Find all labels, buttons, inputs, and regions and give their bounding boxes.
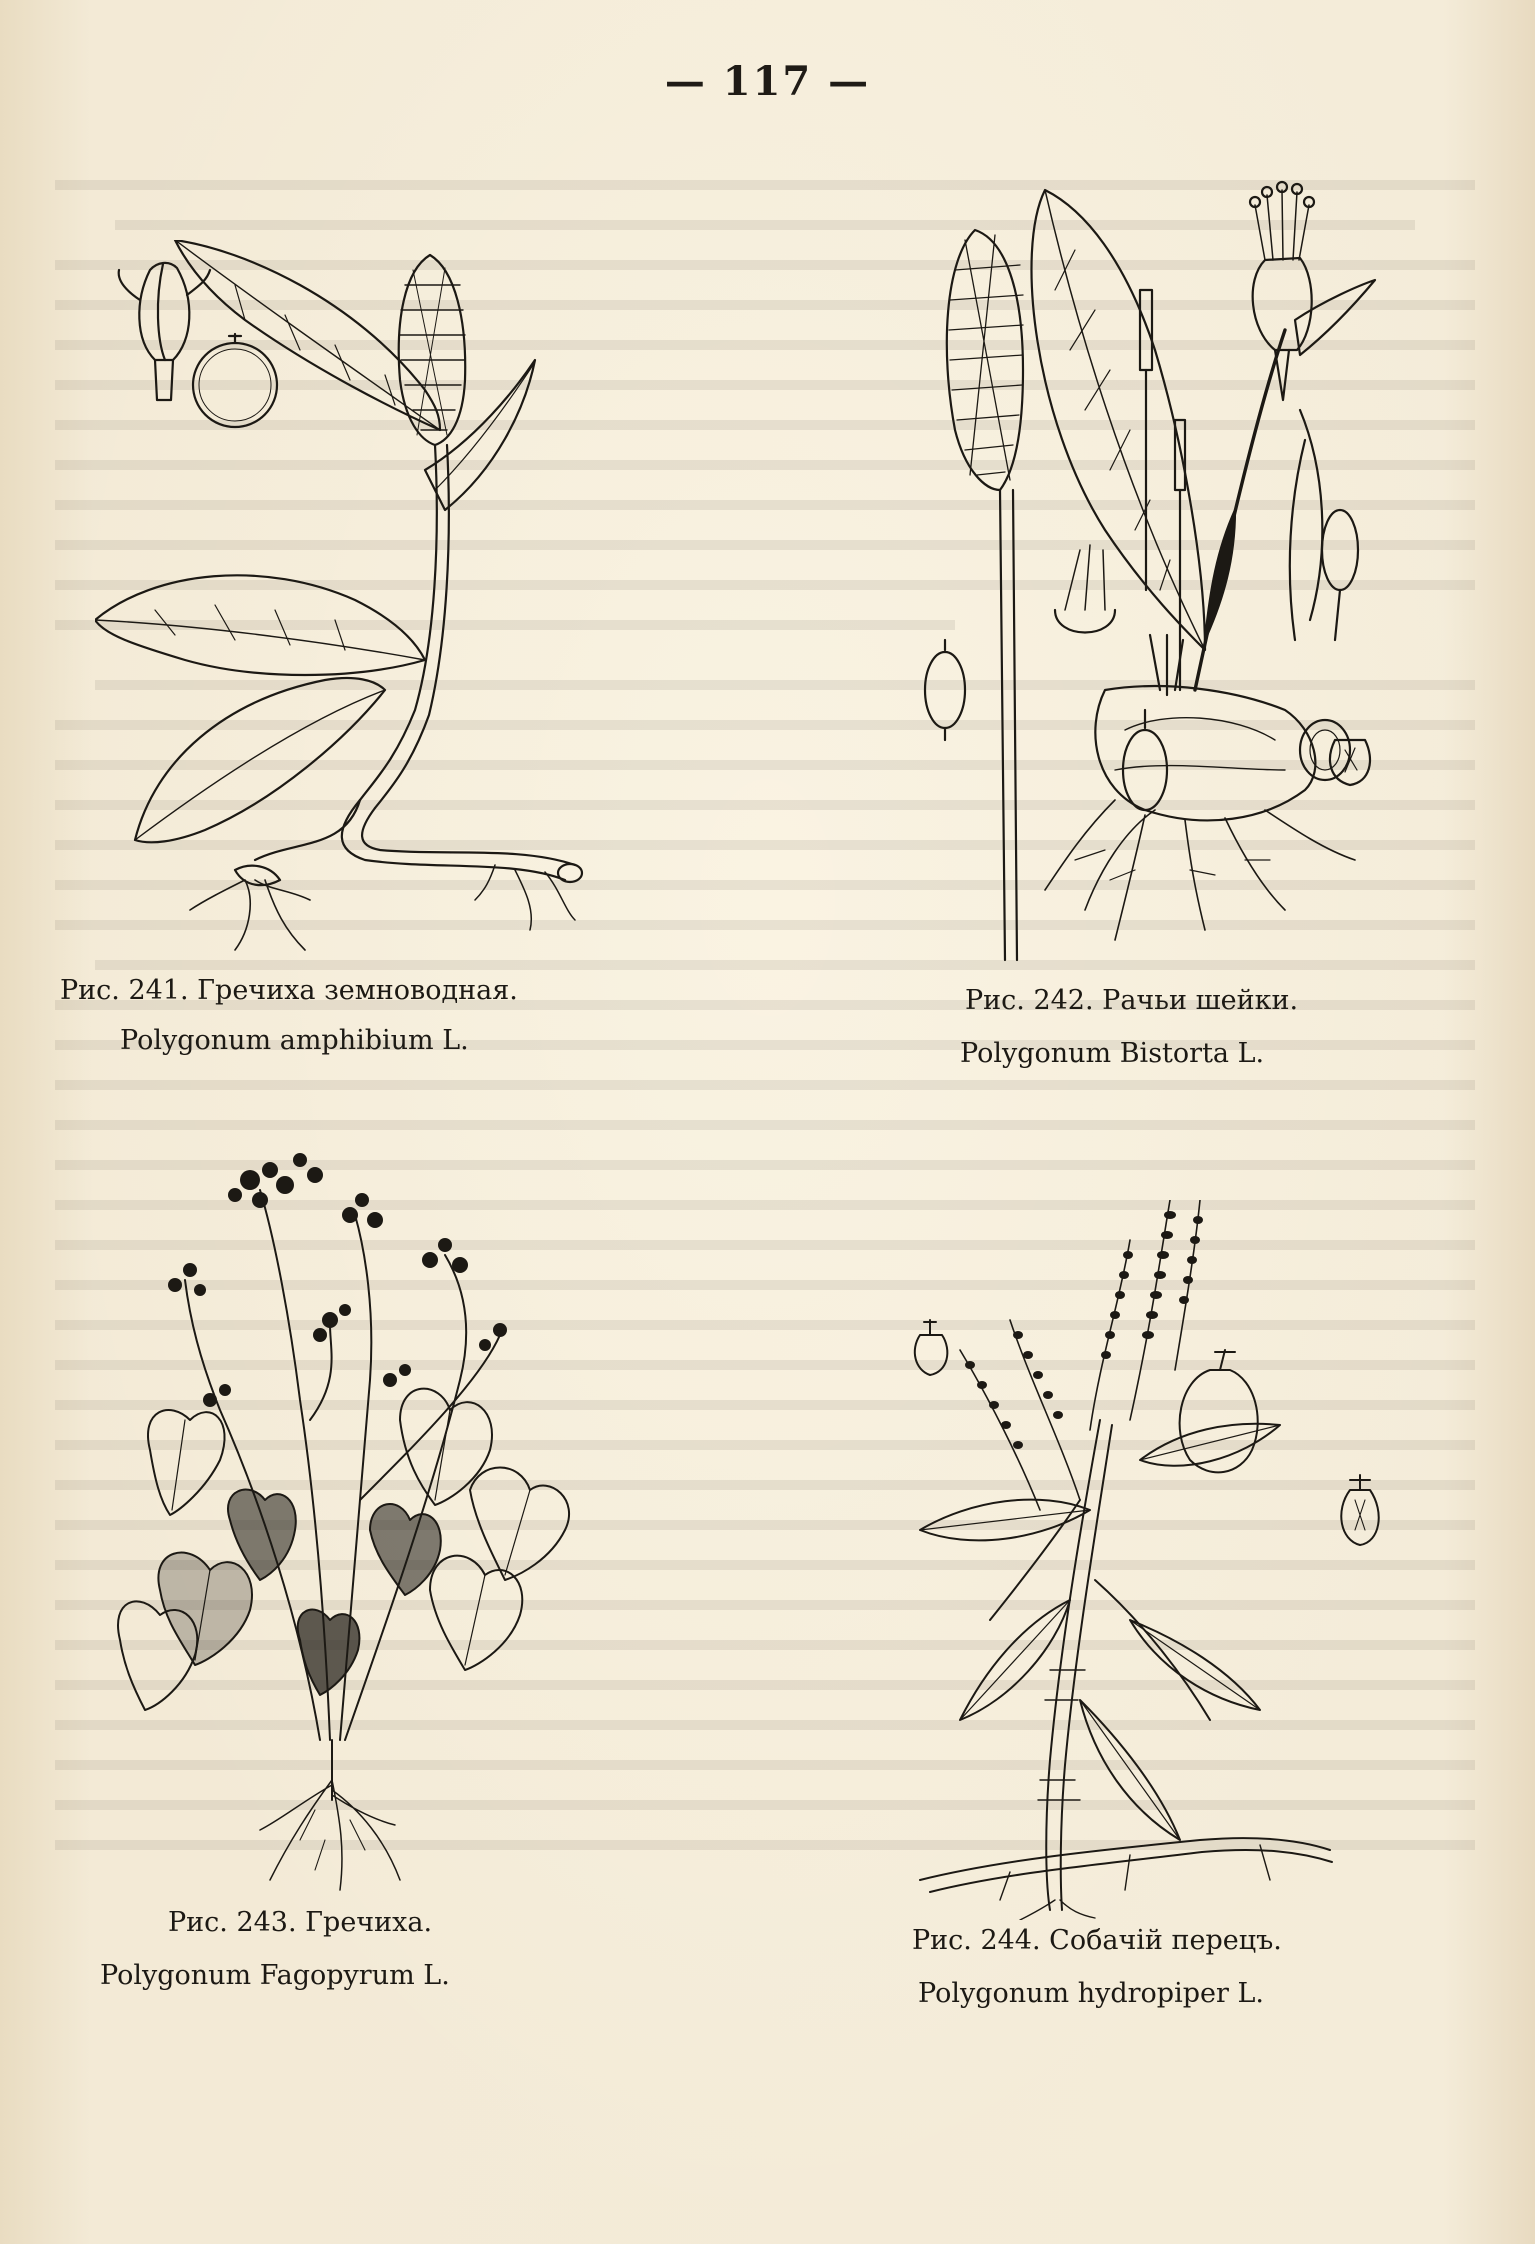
figure-241-latin-name: Polygonum amphibium L. [120, 1025, 469, 1056]
figure-244-caption [912, 1925, 1282, 1956]
figure-244-latin-name: Polygonum hydropiper L. [918, 1978, 1264, 2009]
figure-243-russian-name: Гречиха. [305, 1907, 433, 1938]
figure-242-number: Рис. 242. [965, 985, 1094, 1016]
figure-242-caption [965, 985, 1298, 1016]
figure-241-illustration [95, 240, 615, 960]
figure-241-number: Рис. 241. [60, 975, 189, 1006]
figure-243-latin-name: Polygonum Fagopyrum L. [100, 1960, 450, 1991]
figure-244-number: Рис. 244. [912, 1925, 1041, 1956]
figure-243-number: Рис. 243. [168, 1907, 297, 1938]
figure-243-caption [168, 1907, 432, 1938]
figure-244-illustration [880, 1200, 1440, 1920]
figure-242-illustration [905, 170, 1425, 970]
figure-244-russian-name: Собачій перецъ. [1049, 1925, 1282, 1956]
figure-241-caption [60, 975, 518, 1006]
figure-243-illustration [100, 1120, 600, 1910]
figure-242-russian-name: Рачьи шейки. [1102, 985, 1299, 1016]
figure-242-latin-name: Polygonum Bistorta L. [960, 1038, 1265, 1069]
page-number: — 117 — [664, 58, 871, 105]
figure-241-russian-name: Гречиха земноводная. [197, 975, 518, 1006]
